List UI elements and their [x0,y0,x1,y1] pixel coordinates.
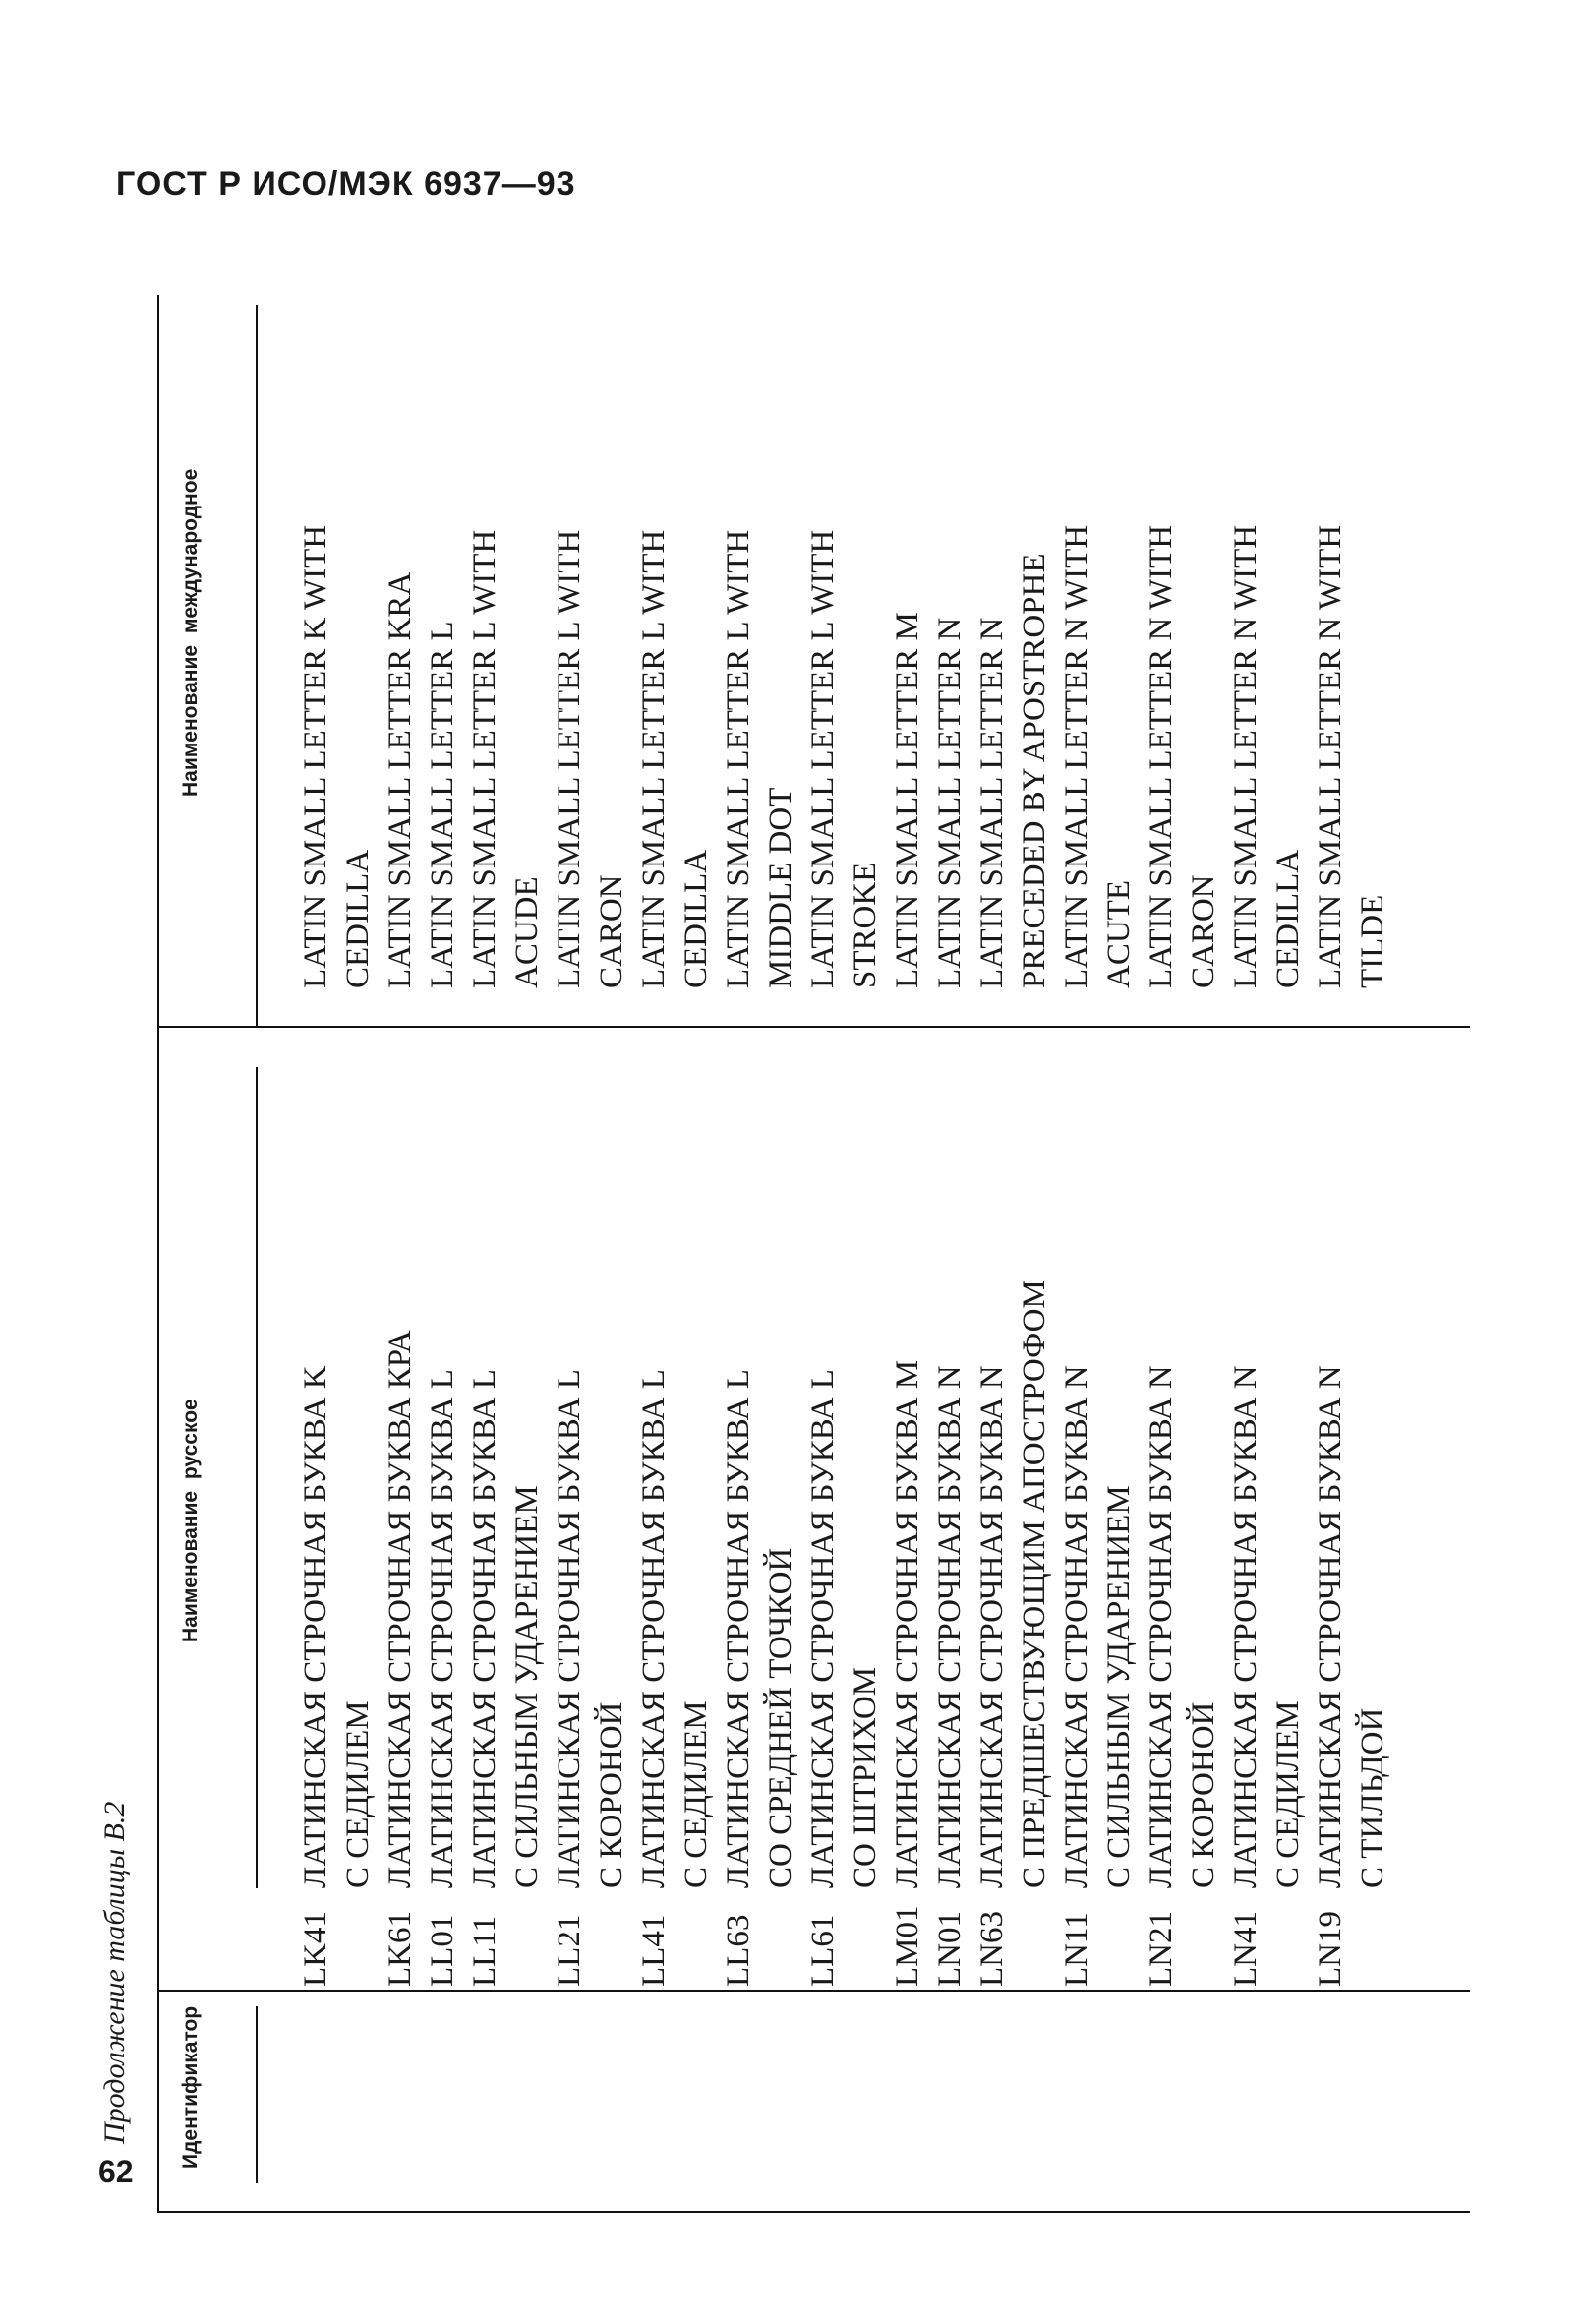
row-name-en [887,280,929,988]
row-name-ru [549,1102,633,1888]
row-name-ru [802,1102,887,1888]
en-line: STROKE [848,862,883,988]
en-line: LATIN SMALL LETTER M [890,612,925,988]
en-line: LATIN SMALL LETTER N WITH [1228,524,1264,988]
table-left-rule [157,2211,1470,2213]
row-name-en [718,280,802,988]
ru-line: С СЕДИЛЕМ [340,1700,376,1888]
column-header-en: Наименование международное [179,468,202,797]
en-line: LATIN SMALL LETTER L WITH [721,529,756,988]
row-id: LL21 [552,1914,587,1987]
ru-line: ЛАТИНСКАЯ СТРОЧНАЯ БУКВА K [298,1365,333,1888]
en-line: CARON [594,874,629,988]
row-name-en [1056,280,1141,988]
en-line: CARON [1186,874,1221,988]
en-line: LATIN SMALL LETTER L WITH [552,529,587,988]
row-name-en [1225,280,1310,988]
table-top-rule [157,295,159,2213]
row-name-ru [1225,1102,1310,1888]
row-name-ru [971,1102,1056,1888]
row-name-ru [1141,1102,1225,1888]
page-number: 62 [98,2154,134,2189]
ru-line: ЛАТИНСКАЯ СТРОЧНАЯ БУКВА L [467,1369,502,1888]
en-line: PRECEDED BY APOSTROPHE [1017,553,1052,988]
header-separator-ru [256,1067,258,1888]
en-line: MIDDLE DOT [763,787,798,988]
row-name-en [1310,280,1394,988]
row-id: LM01 [890,1905,925,1987]
row-id: LL63 [721,1914,756,1987]
en-line: LATIN SMALL LETTER L WITH [467,529,502,988]
table-caption: Продолжение таблицы В.2 [98,1801,131,2144]
row-id: LL01 [425,1914,460,1987]
row-name-ru [887,1102,929,1888]
row-name-en [802,280,887,988]
row-name-ru [464,1102,549,1888]
ru-line: С СЕДИЛЕМ [1270,1700,1306,1888]
row-id: LN41 [1228,1911,1264,1987]
ru-line: ЛАТИНСКАЯ СТРОЧНАЯ БУКВА N [932,1365,968,1888]
header-separator-id [256,2006,258,2183]
ru-line: ЛАТИНСКАЯ СТРОЧНАЯ БУКВА L [425,1369,460,1888]
ru-line: ЛАТИНСКАЯ СТРОЧНАЯ БУКВА N [974,1365,1010,1888]
ru-line: ЛАТИНСКАЯ СТРОЧНАЯ БУКВА N [1144,1365,1179,1888]
row-id: LK61 [382,1911,418,1987]
row-name-ru [422,1102,464,1888]
en-line: LATIN SMALL LETTER N WITH [1313,524,1348,988]
ru-line: С КОРОНОЙ [594,1701,629,1888]
ru-line: СО СРЕДНЕЙ ТОЧКОЙ [763,1547,798,1888]
en-line: LATIN SMALL LETTER L WITH [636,529,672,988]
row-name-ru [718,1102,802,1888]
column-rule-1 [157,1990,1470,1992]
en-line: LATIN SMALL LETTER N WITH [1144,524,1179,988]
row-name-ru [1056,1102,1141,1888]
ru-line: ЛАТИНСКАЯ СТРОЧНАЯ БУКВА L [721,1369,756,1888]
ru-line: ЛАТИНСКАЯ СТРОЧНАЯ БУКВА L [552,1369,587,1888]
ru-line: ЛАТИНСКАЯ СТРОЧНАЯ БУКВА M [890,1359,925,1888]
en-line: LATIN SMALL LETTER N [932,617,968,988]
row-name-en [549,280,633,988]
row-id: LN01 [932,1911,968,1987]
row-id: LL41 [636,1914,672,1987]
row-name-ru [1310,1102,1394,1888]
en-line: ACUTE [1101,880,1137,988]
ru-line: ЛАТИНСКАЯ СТРОЧНАЯ БУКВА N [1228,1365,1264,1888]
row-id: LL11 [467,1915,502,1987]
row-id: LN19 [1313,1911,1348,1987]
en-line: LATIN SMALL LETTER N WITH [1059,524,1094,988]
en-line: CEDILLA [1270,849,1306,988]
en-line: ACUDE [509,876,545,988]
row-id: LN21 [1144,1911,1179,1987]
ru-line: С КОРОНОЙ [1186,1701,1221,1888]
column-header-id: Идентификатор [179,2005,202,2169]
ru-line: ЛАТИНСКАЯ СТРОЧНАЯ БУКВА N [1313,1365,1348,1888]
row-id: LN63 [974,1911,1010,1987]
en-line: CEDILLA [340,849,376,988]
en-line: LATIN SMALL LETTER K WITH [298,524,333,988]
document-header: ГОСТ Р ИСО/МЭК 6937—93 [116,165,576,203]
row-name-ru [295,1102,380,1888]
ru-line: СО ШТРИХОМ [848,1666,883,1888]
row-name-en [1141,280,1225,988]
en-line: TILDE [1355,894,1390,988]
en-line: LATIN SMALL LETTER L [425,621,460,988]
ru-line: ЛАТИНСКАЯ СТРОЧНАЯ БУКВА L [636,1369,672,1888]
row-name-ru [929,1102,971,1888]
row-name-en [380,280,422,988]
en-line: CEDILLA [678,849,714,988]
en-line: LATIN SMALL LETTER L WITH [805,529,841,988]
rotated-table-area [98,295,1475,2213]
row-id: LN11 [1059,1912,1094,1987]
ru-line: С СИЛЬНЫМ УДАРЕНИЕМ [1101,1485,1137,1888]
ru-line: ЛАТИНСКАЯ СТРОЧНАЯ БУКВА L [805,1369,841,1888]
row-name-en [633,280,718,988]
ru-line: С СИЛЬНЫМ УДАРЕНИЕМ [509,1485,545,1888]
row-name-ru [633,1102,718,1888]
column-header-ru: Наименование русское [179,1399,202,1642]
ru-line: ЛАТИНСКАЯ СТРОЧНАЯ БУКВА КРА [382,1330,418,1888]
row-id: LK41 [298,1911,333,1987]
en-line: LATIN SMALL LETTER KRA [382,571,418,988]
ru-line: С ПРЕДШЕСТВУЮЩИМ АПОСТРОФОМ [1017,1280,1052,1888]
column-rule-2 [157,1026,1470,1028]
ru-line: С ТИЛЬДОЙ [1355,1707,1390,1888]
row-name-ru [380,1102,422,1888]
row-name-en [464,280,549,988]
header-separator-en [256,305,258,1028]
row-name-en [929,280,971,988]
ru-line: С СЕДИЛЕМ [678,1700,714,1888]
row-name-en [422,280,464,988]
en-line: LATIN SMALL LETTER N [974,617,1010,988]
ru-line: ЛАТИНСКАЯ СТРОЧНАЯ БУКВА N [1059,1365,1094,1888]
row-id: LL61 [805,1914,841,1987]
row-name-en [971,280,1056,988]
row-name-en [295,280,380,988]
